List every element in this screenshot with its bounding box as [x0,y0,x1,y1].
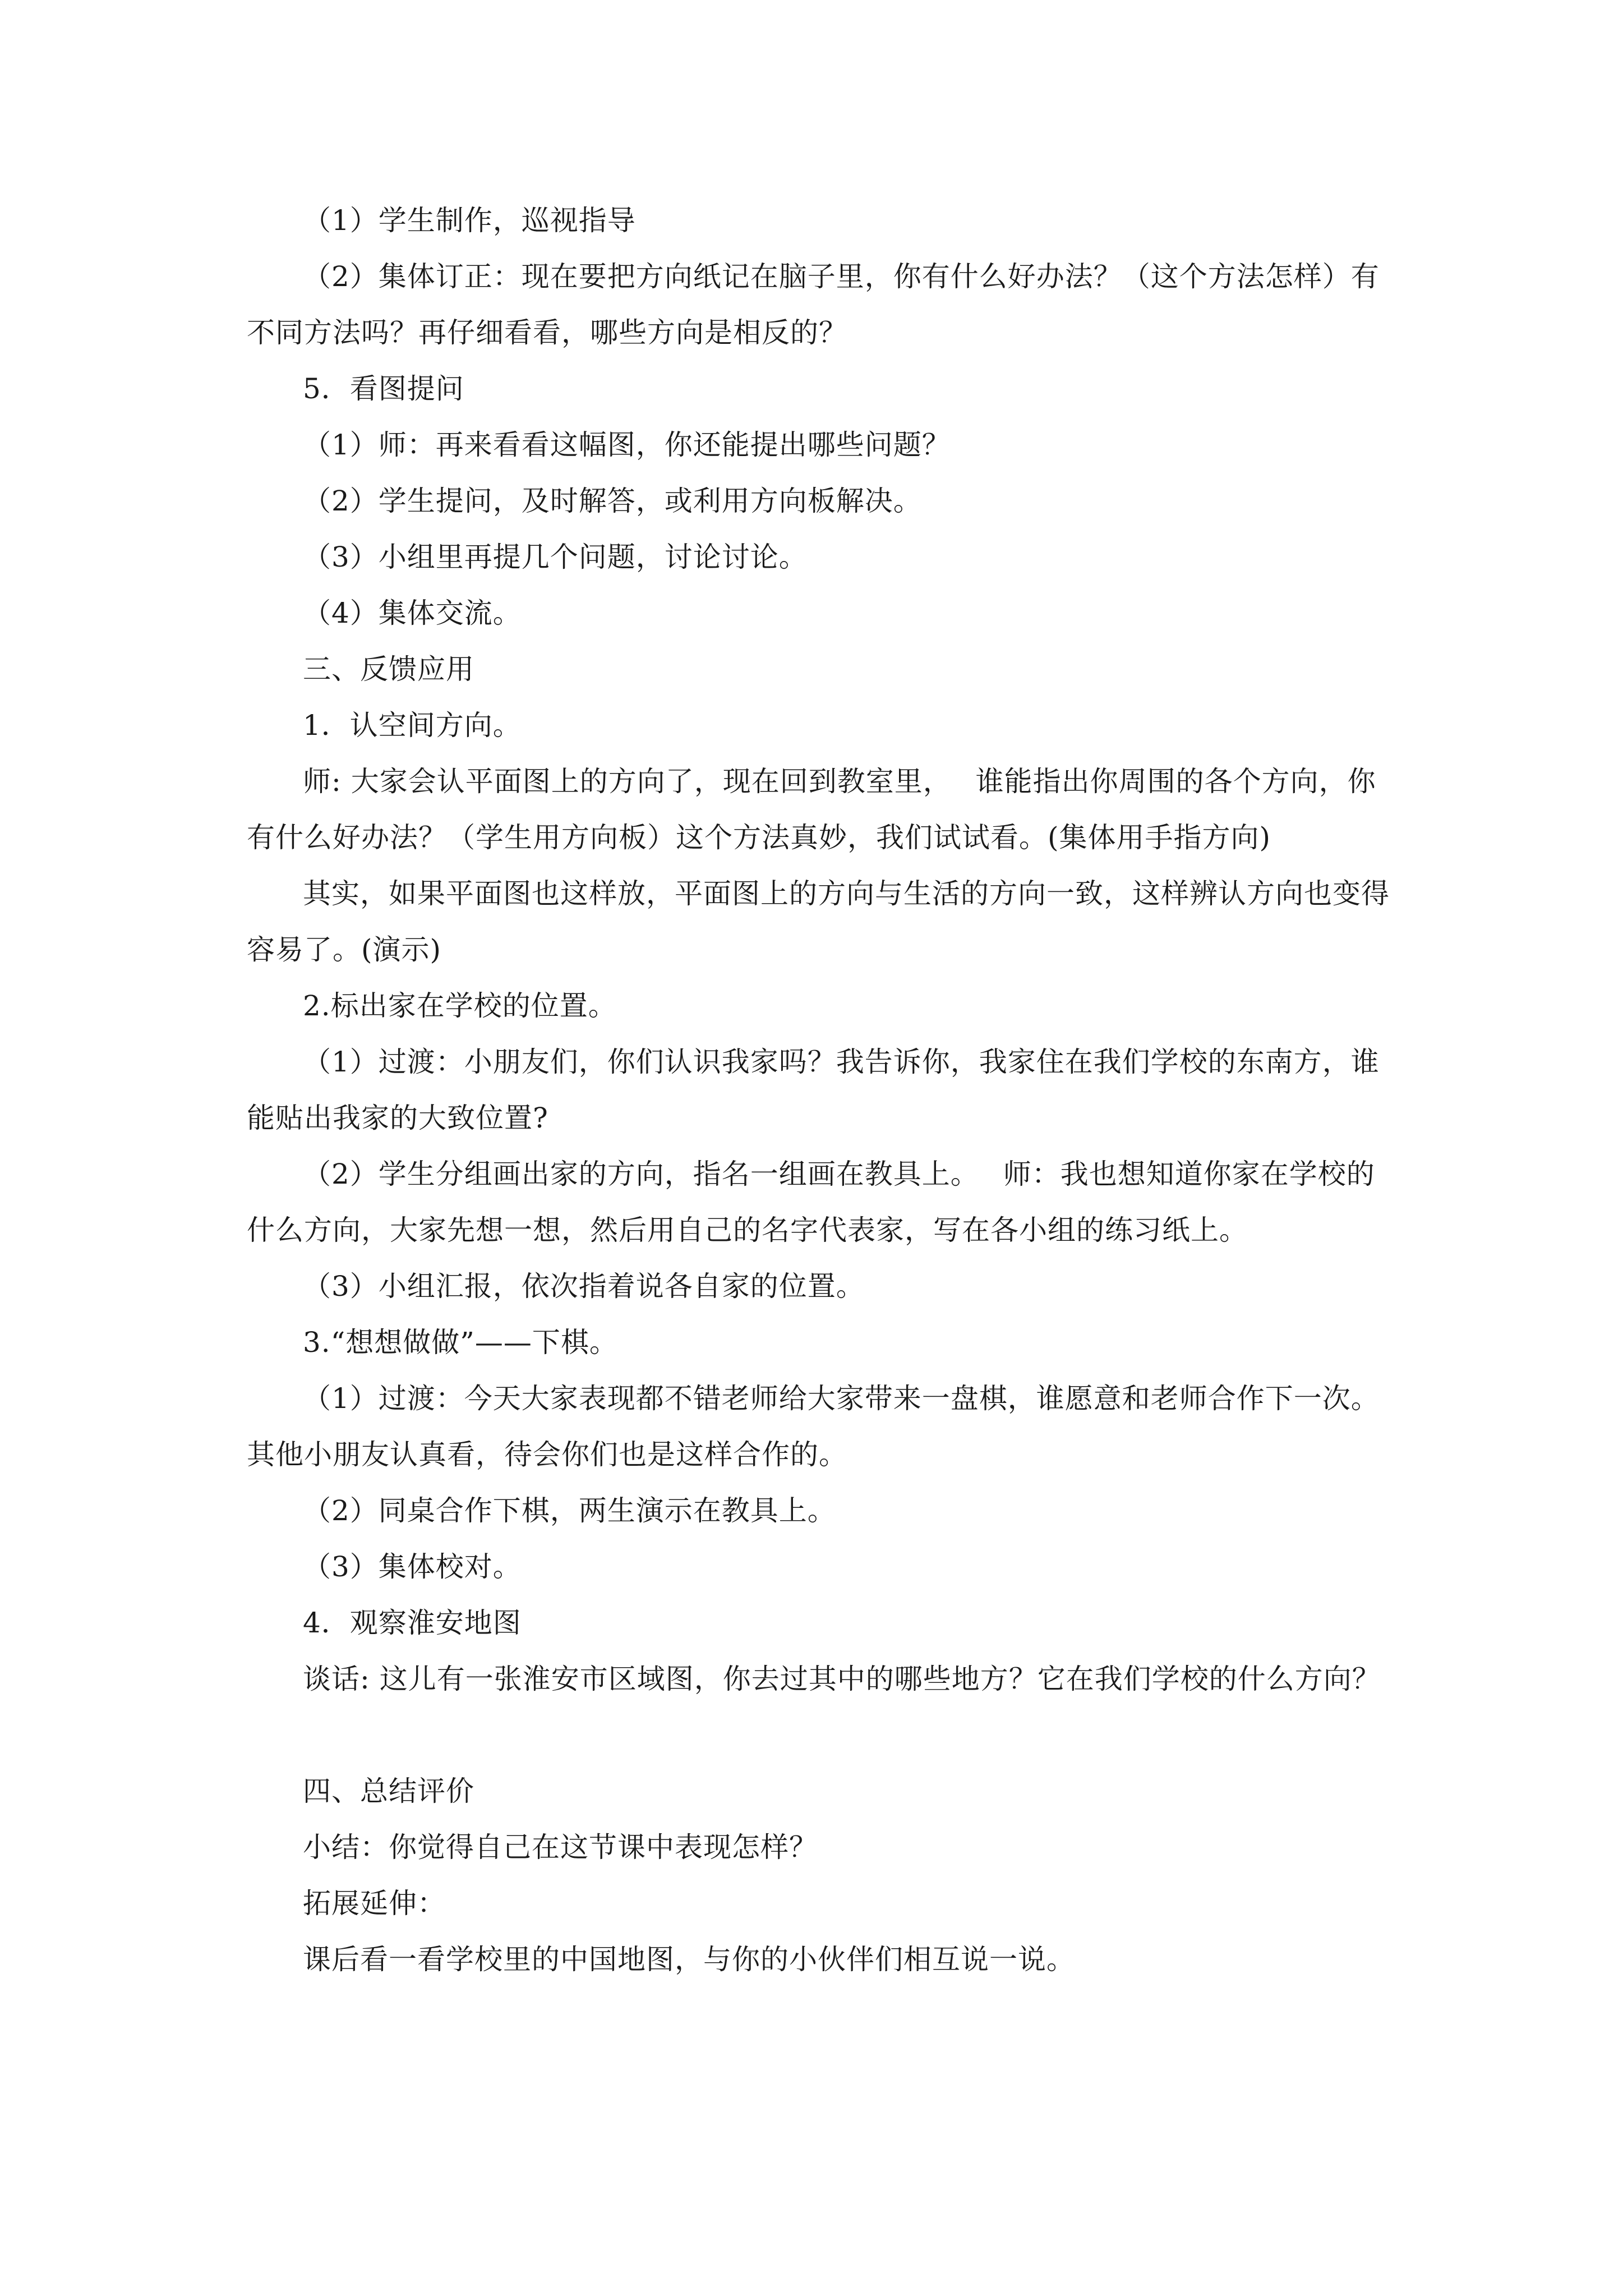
paragraph-line: 有什么好办法？（学生用方向板）这个方法真妙，我们试试看。(集体用手指方向) [247,821,1271,854]
section-heading: 1．认空间方向。 [303,709,522,742]
paragraph-line: （3）集体校对。 [303,1550,522,1583]
paragraph-line: 容易了。(演示) [247,933,442,966]
paragraph-line: （2）同桌合作下棋，两生演示在教具上。 [303,1494,836,1527]
paragraph-line: （2）学生提问，及时解答，或利用方向板解决。 [303,485,922,517]
section-heading: 3.“想想做做”——下棋。 [303,1326,618,1359]
section-heading: 4．观察淮安地图 [303,1607,522,1639]
paragraph-line: （1）学生制作，巡视指导 [303,204,636,237]
paragraph-line: 不同方法吗？再仔细看看，哪些方向是相反的？ [247,316,847,349]
paragraph-line: （3）小组汇报，依次指着说各自家的位置。 [303,1270,865,1303]
paragraph-line: 能贴出我家的大致位置? [247,1102,548,1134]
paragraph-line: 课后看一看学校里的中国地图，与你的小伙伴们相互说一说。 [303,1943,1075,1976]
paragraph-line: （4）集体交流。 [303,597,522,629]
paragraph-line: 师: 大家会认平面图上的方向了，现在回到教室里， 谁能指出你周围的各个方向，你 [303,765,1376,798]
paragraph-line: 谈话: 这儿有一张淮安市区域图，你去过其中的哪些地方？它在我们学校的什么方向？ [303,1663,1381,1695]
paragraph-line: 其实，如果平面图也这样放，平面图上的方向与生活的方向一致，这样辨认方向也变得 [303,877,1390,910]
document-body [247,192,1391,1987]
paragraph-line: （3）小组里再提几个问题，讨论讨论。 [303,541,808,573]
section-heading: 2.标出家在学校的位置。 [303,990,617,1022]
paragraph-line: 小结：你觉得自己在这节课中表现怎样？ [303,1831,818,1864]
paragraph-line: （2）集体订正：现在要把方向纸记在脑子里，你有什么好办法？（这个方法怎样）有 [303,260,1380,293]
paragraph-line: （1）过渡：小朋友们，你们认识我家吗？我告诉你，我家住在我们学校的东南方，谁 [303,1046,1380,1078]
paragraph-line: 拓展延伸： [303,1887,446,1920]
section-heading: 5．看图提问 [303,372,464,405]
paragraph-line: 什么方向，大家先想一想，然后用自己的名字代表家，写在各小组的练习纸上。 [247,1214,1248,1246]
blank-line [247,1707,1391,1763]
section-heading: 三、反馈应用 [303,653,474,685]
paragraph-line: （1）过渡：今天大家表现都不错老师给大家带来一盘棋，谁愿意和老师合作下一次。 [303,1382,1380,1415]
paragraph-line: （1）师：再来看看这幅图，你还能提出哪些问题？ [303,429,951,461]
section-heading: 四、总结评价 [303,1775,474,1807]
paragraph-line: 其他小朋友认真看，待会你们也是这样合作的。 [247,1438,847,1471]
paragraph-line: （2）学生分组画出家的方向，指名一组画在教具上。 师：我也想知道你家在学校的 [303,1158,1375,1190]
